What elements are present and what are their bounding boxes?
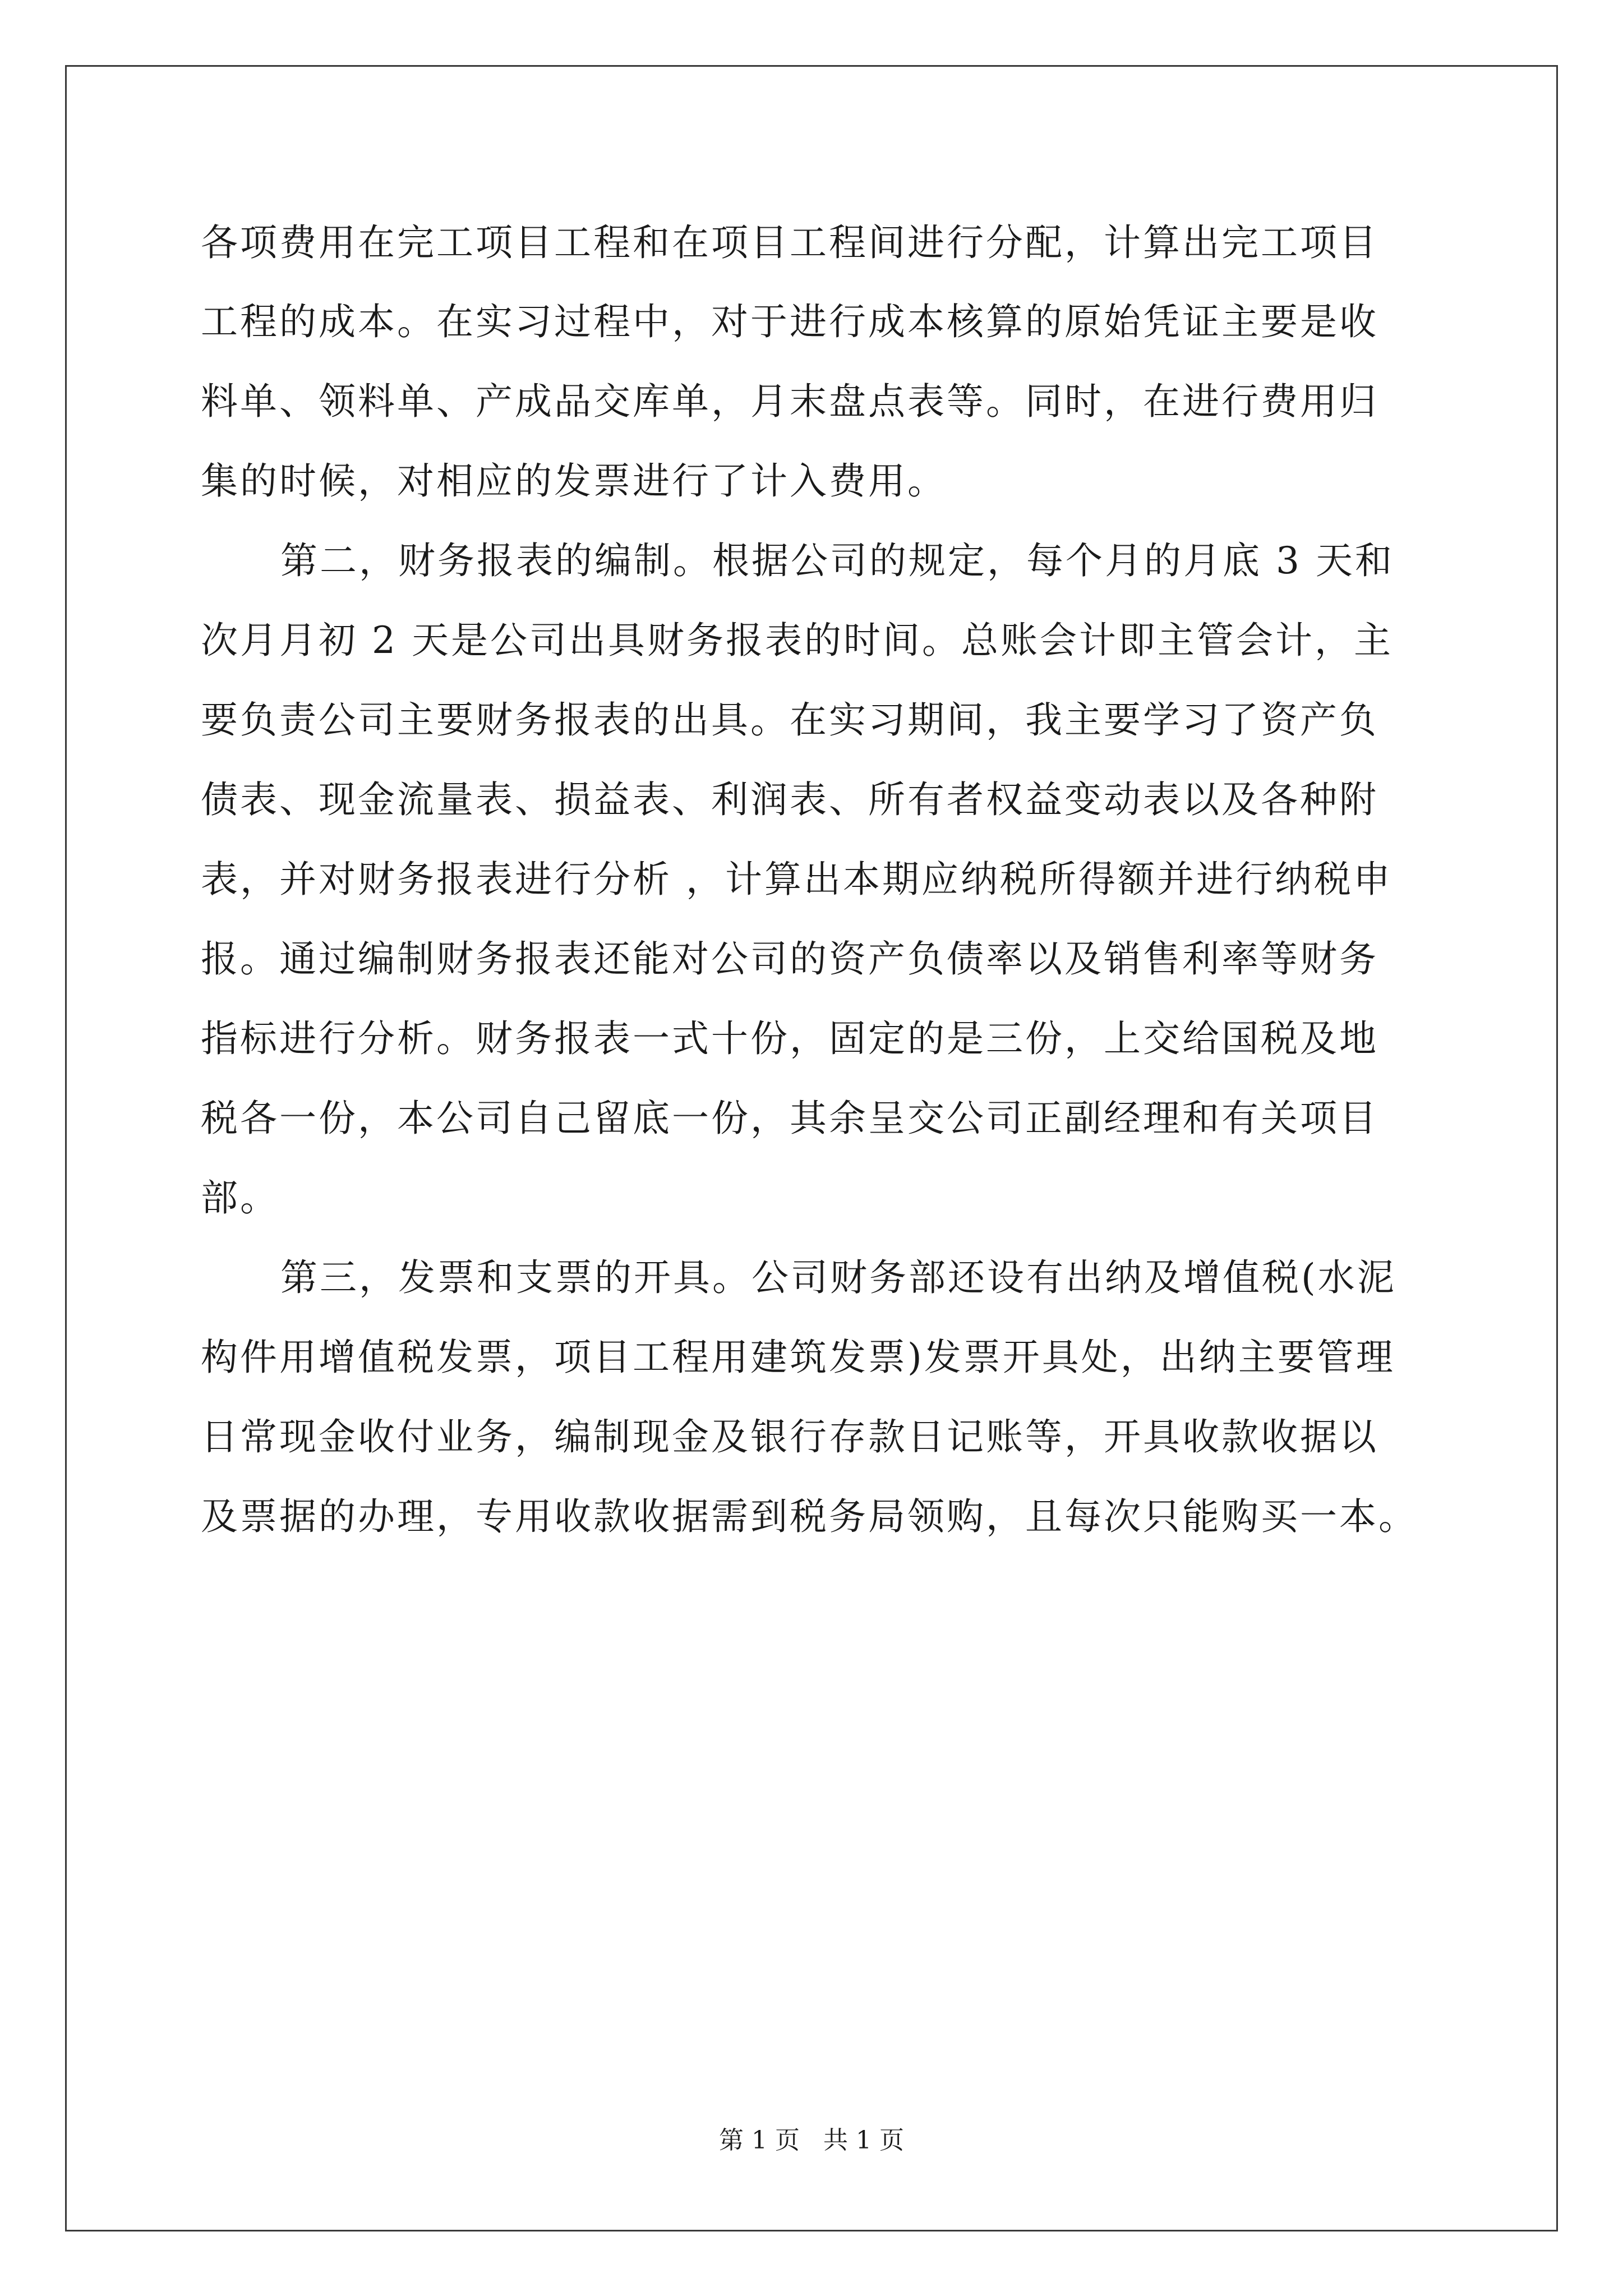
text-line: 部。: [201, 1176, 279, 1220]
text-line: 料单、领料单、产成品交库单，月末盘点表等。同时，在进行费用归: [201, 380, 1378, 423]
footer-spacer: [800, 2126, 823, 2155]
text-line: 工程的成本。在实习过程中，对于进行成本核算的原始凭证主要是收: [201, 300, 1378, 343]
text-line: 表，并对财务报表进行分析 ，计算出本期应纳税所得额并进行纳税申: [201, 858, 1393, 901]
text-line: 报。通过编制财务报表还能对公司的资产负债率以及销售利率等财务: [201, 937, 1378, 981]
text-line: 债表、现金流量表、损益表、利润表、所有者权益变动表以及各种附: [201, 778, 1378, 821]
page-number-label: 第 1 页: [719, 2126, 800, 2155]
text-line: 及票据的办理，专用收款收据需到税务局领购，且每次只能购买一本。: [201, 1495, 1418, 1538]
page-footer: [0, 2128, 1623, 2153]
paragraph-start-line: 第二，财务报表的编制。根据公司的规定，每个月的月底 3 天和: [280, 539, 1394, 582]
text-line: 构件用增值税发票，项目工程用建筑发票)发票开具处，出纳主要管理: [201, 1336, 1395, 1379]
text-line: 各项费用在完工项目工程和在项目工程间进行分配，计算出完工项目: [201, 221, 1378, 264]
text-line: 税各一份，本公司自己留底一份，其余呈交公司正副经理和有关项目: [201, 1097, 1378, 1140]
total-pages-label: 共 1 页: [823, 2126, 904, 2155]
text-line: 指标进行分析。财务报表一式十份，固定的是三份，上交给国税及地: [201, 1017, 1378, 1060]
text-line: 要负责公司主要财务报表的出具。在实习期间，我主要学习了资产负: [201, 698, 1378, 742]
text-line: 次月月初 2 天是公司出具财务报表的时间。总账会计即主管会计，主: [201, 619, 1393, 662]
text-line: 日常现金收付业务，编制现金及银行存款日记账等，开具收款收据以: [201, 1415, 1378, 1458]
paragraph-start-line: 第三，发票和支票的开具。公司财务部还设有出纳及增值税(水泥: [280, 1256, 1396, 1299]
text-line: 集的时候，对相应的发票进行了计入费用。: [201, 459, 947, 503]
